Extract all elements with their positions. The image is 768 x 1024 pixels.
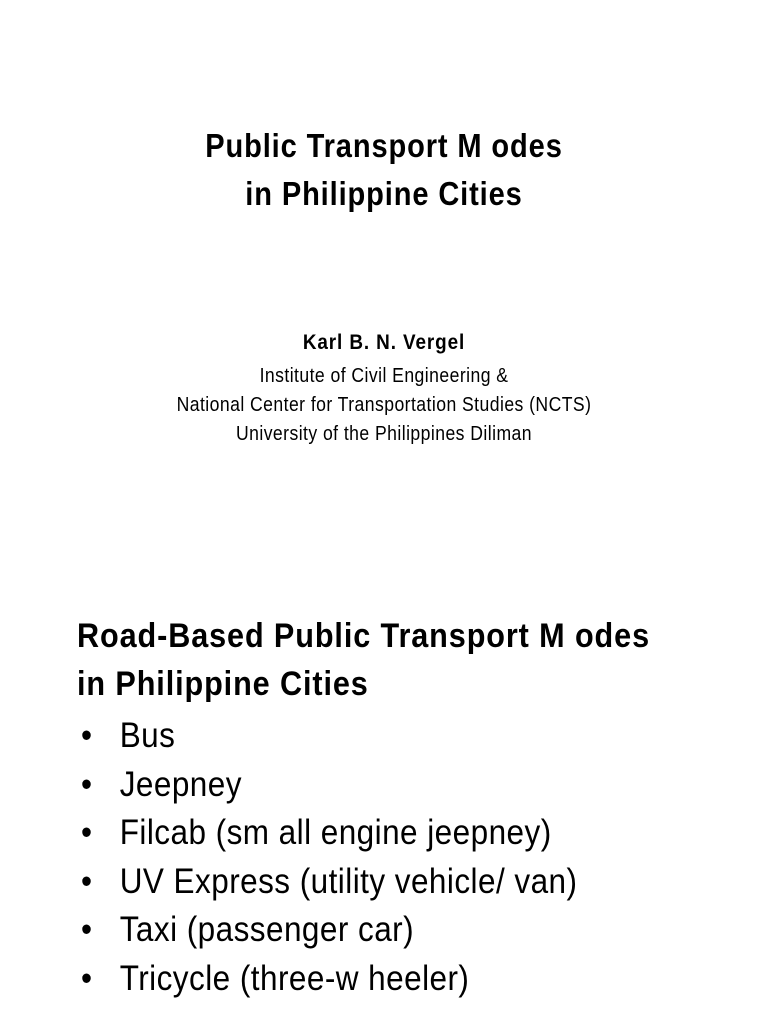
section-title-line-1: Road-Based Public Transport M odes bbox=[77, 617, 650, 655]
section-title-line-2: in Philippine Cities bbox=[77, 665, 369, 703]
bullet-icon: • bbox=[81, 861, 93, 901]
list-item bbox=[81, 955, 577, 1004]
list-item-text: Filcab (sm all engine jeepney) bbox=[119, 813, 552, 852]
list-item-text: Tricycle (three-w heeler) bbox=[119, 958, 470, 998]
list-item bbox=[81, 858, 577, 907]
affiliation-line-3: University of the Philippines Diliman bbox=[235, 423, 533, 445]
list-item-text: Jeepney bbox=[119, 764, 242, 804]
affiliation-line-2: National Center for Transportation Studies (NCTS) bbox=[176, 394, 592, 416]
bullet-icon: • bbox=[81, 958, 93, 998]
list-item-text: Taxi (passenger car) bbox=[119, 910, 415, 949]
list-item bbox=[81, 809, 577, 858]
transport-modes-list bbox=[81, 712, 633, 1003]
bullet-icon: • bbox=[81, 910, 93, 949]
affiliation-line-1: Institute of Civil Engineering & bbox=[259, 365, 509, 387]
list-item bbox=[81, 906, 577, 955]
author-name: Karl B. N. Vergel bbox=[302, 331, 466, 354]
bullet-icon: • bbox=[81, 813, 93, 852]
title-line-1: Public Transport M odes bbox=[205, 127, 563, 164]
list-item bbox=[81, 712, 577, 761]
section-title bbox=[77, 612, 650, 708]
bullet-icon: • bbox=[81, 764, 93, 804]
presentation-title bbox=[46, 122, 722, 218]
title-slide bbox=[0, 0, 768, 500]
list-item-text: UV Express (utility vehicle/ van) bbox=[119, 861, 578, 901]
list-item bbox=[81, 761, 577, 810]
list-item-text: Bus bbox=[119, 716, 176, 755]
bullet-icon: • bbox=[81, 716, 93, 755]
title-line-2: in Philippine Cities bbox=[245, 175, 523, 212]
